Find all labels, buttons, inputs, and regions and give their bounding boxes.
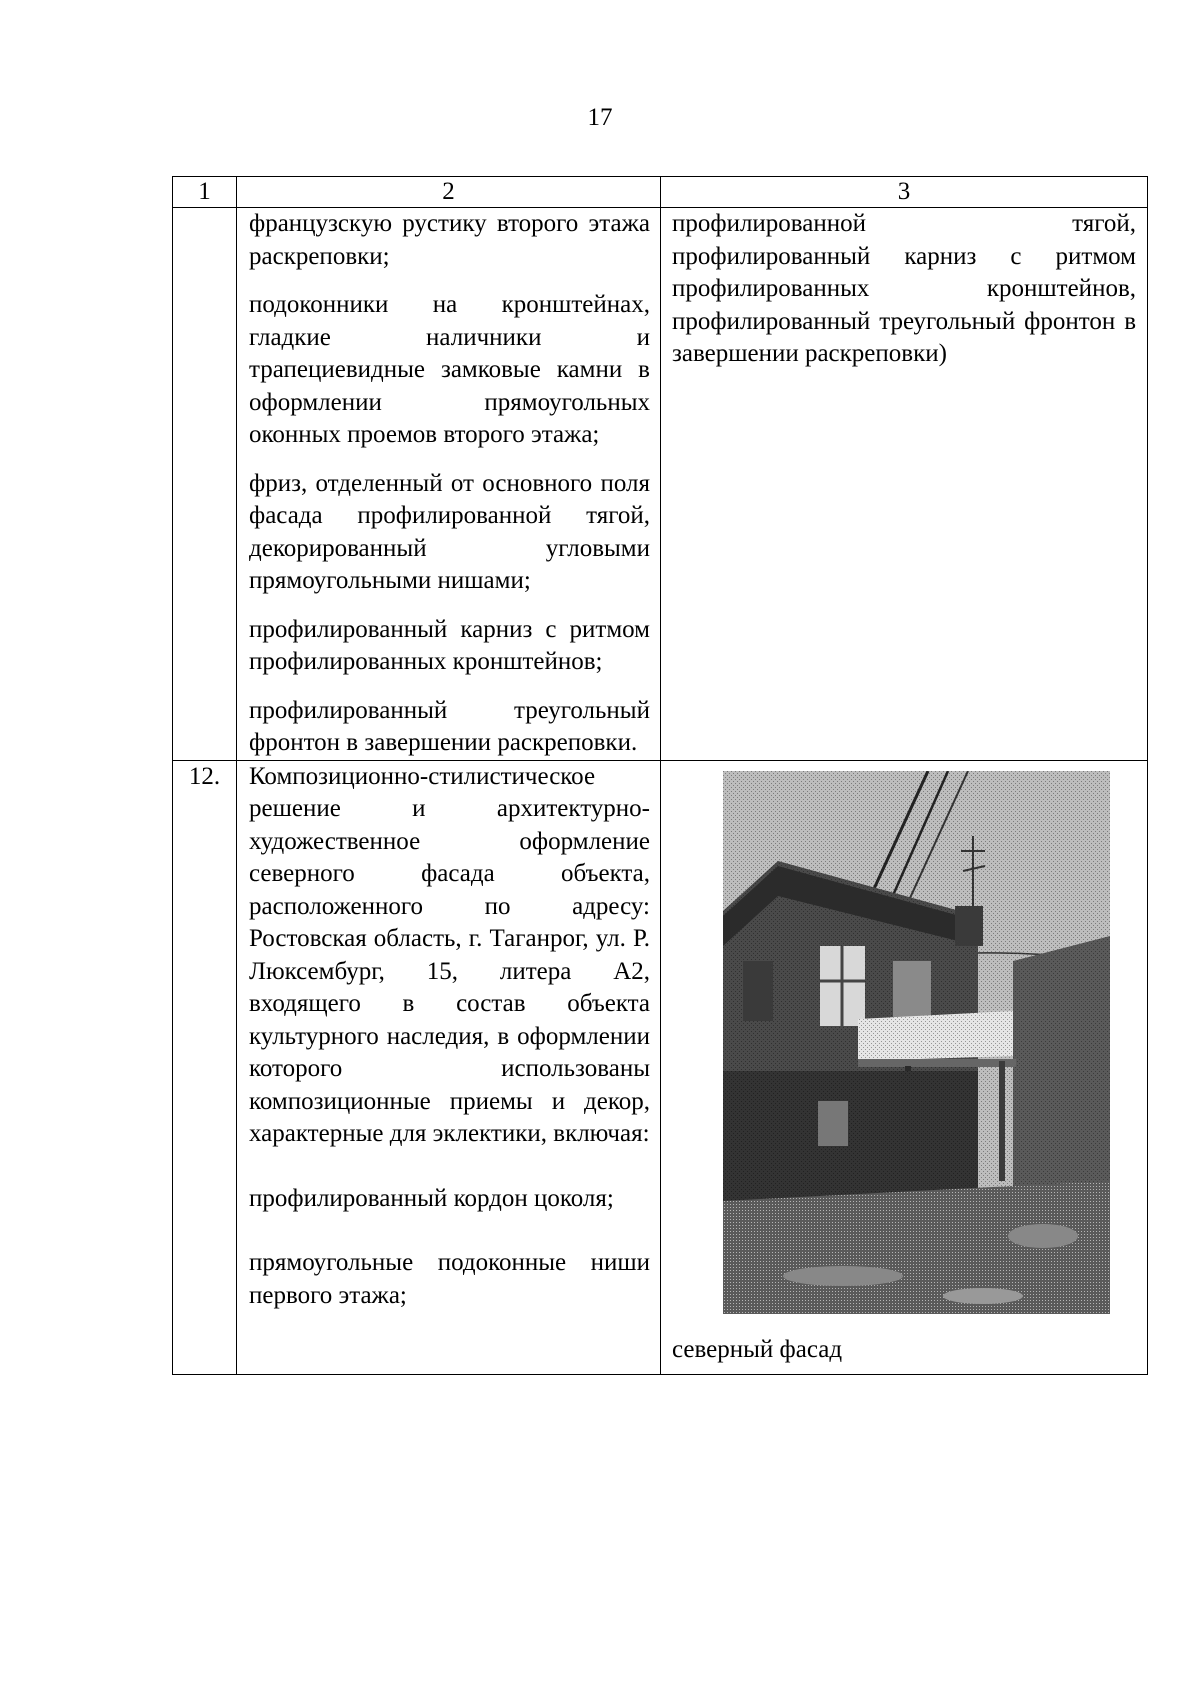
document-table [172,176,1148,1375]
paragraph: французскую рустику второго этажа раскреповки; [249,210,650,270]
paragraph: фриз, отделенный от основного поля фасада профилированной тягой, декорированный угловыми прямоугольными нишами; [249,469,650,594]
illustration-cell [661,208,1148,761]
paragraph: профилированный треугольный фронтон в завершении раскреповки. [249,696,650,756]
table-header-row [173,177,1148,208]
illustration-cell [661,760,1148,1375]
paragraph: Композиционно-стилистическое решение и архитектурно-художественное оформление северного фасада объекта, расположенного по адресу: Ростовская область, г. Таганрог, ул. Р. Люксембург, 15, литера А2, входящего в состав объекта культурного наследия, в оформлении которого использованы композиционные приемы и декор, характерные для эклектики, включая: [249,762,650,1147]
row-number-cell [173,208,237,761]
paragraph: профилированный кордон цоколя; [249,1184,614,1212]
description-cell [237,208,661,761]
building-photo [723,771,1110,1314]
paragraph: прямоугольные подоконные ниши первого этажа; [249,1249,650,1309]
header-col-1: 1 [173,177,237,208]
paragraph: профилированный карниз с ритмом профилированных кронштейнов; [249,615,650,675]
paragraph: подоконники на кронштейнах, гладкие наличники и трапециевидные замковые камни в оформлении прямоугольных оконных проемов второго этажа; [249,291,650,448]
paragraph: профилированной тягой, профилированный карниз с ритмом профилированных кронштейнов, профилированный треугольный фронтон в завершении раскреповки) [672,210,1136,367]
photo-caption: северный фасад [672,1335,843,1363]
page-number: 17 [587,104,613,131]
header-col-3: 3 [661,177,1148,208]
description-cell [237,760,661,1375]
table-row [173,208,1148,761]
table-row [173,760,1148,1375]
header-col-2: 2 [237,177,661,208]
row-number-cell: 12. [173,760,237,1375]
